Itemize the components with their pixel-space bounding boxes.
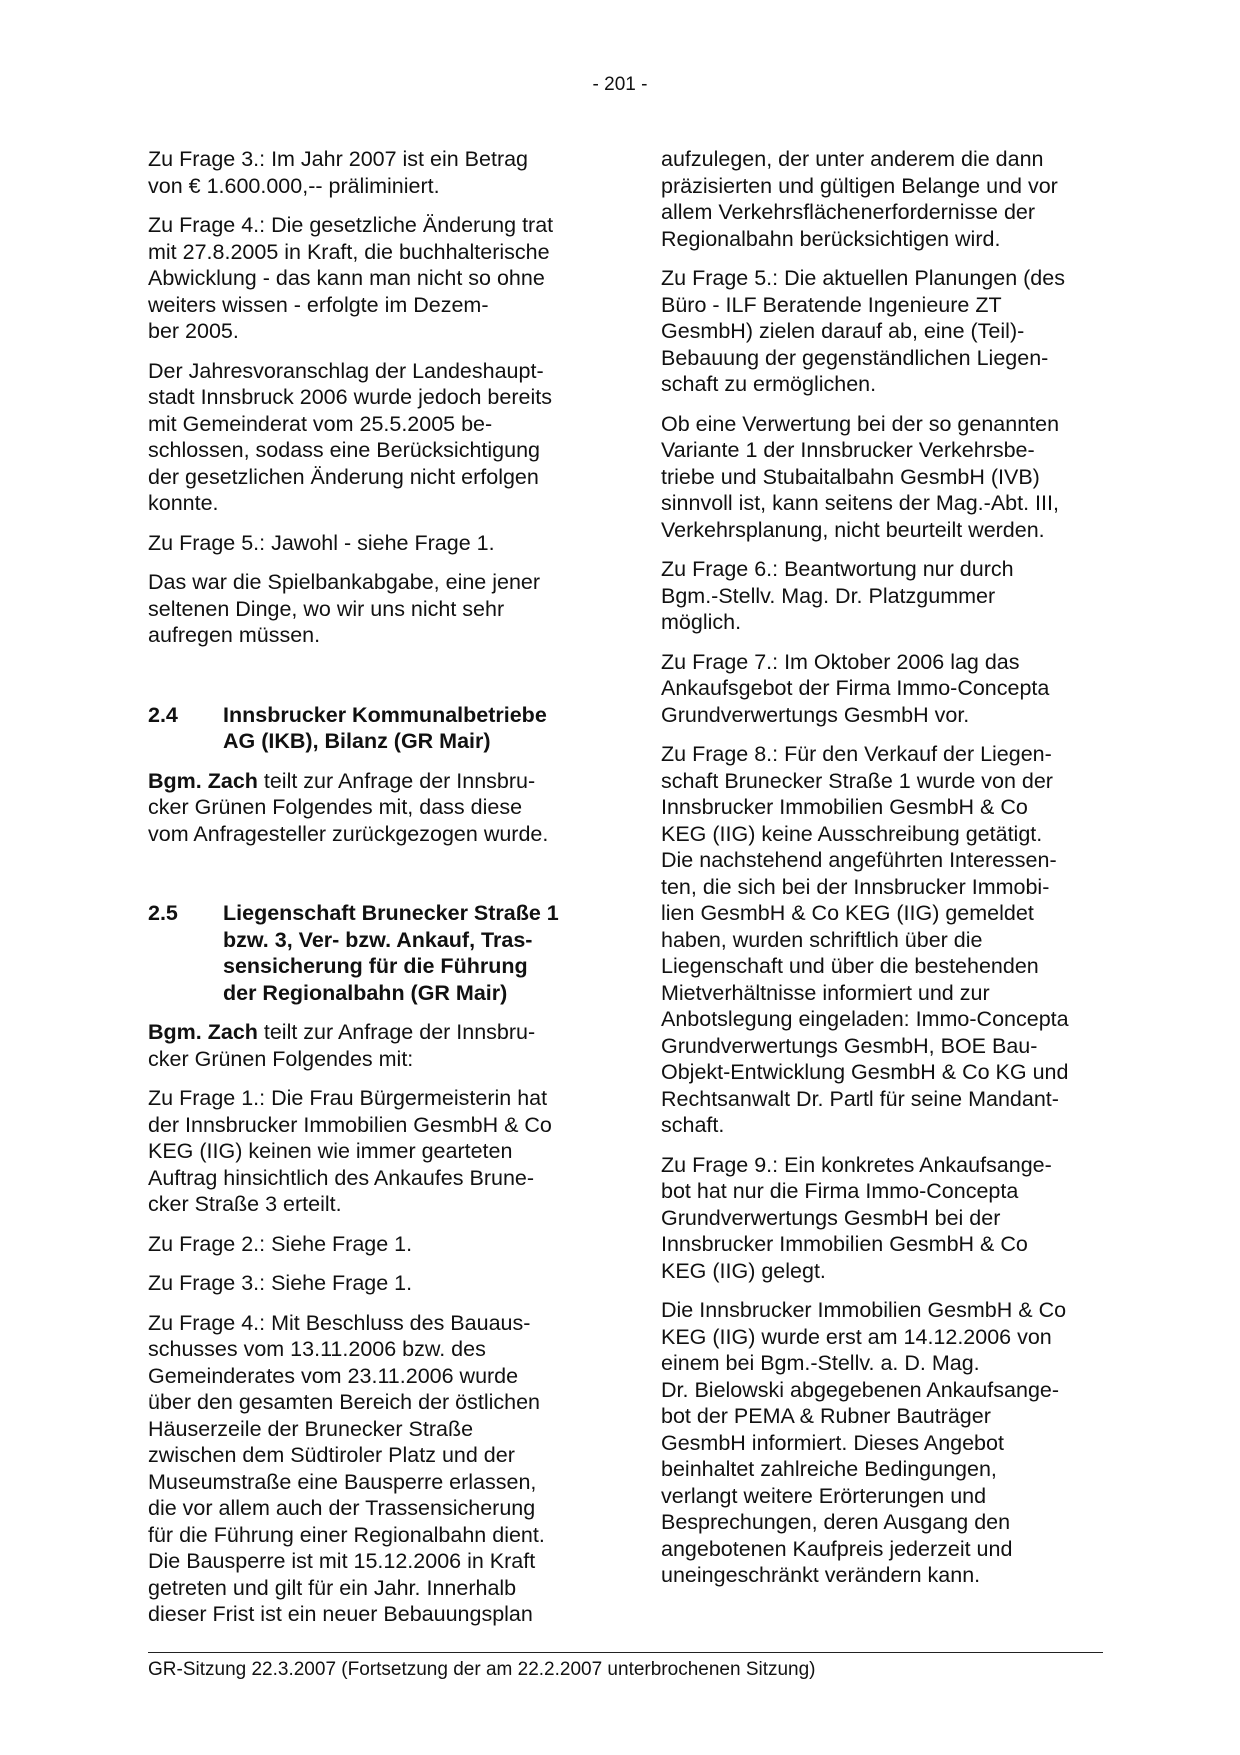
section-heading-2-5 (148, 900, 588, 1006)
paragraph-text: teilt zur Anfrage der Innsbru- cker Grünen Folgendes mit, dass diese vom Anfragesteller zurückgezogen wurde. (148, 768, 549, 846)
paragraph: Die Innsbrucker Immobilien GesmbH & Co KEG (IIG) wurde erst am 14.12.2006 von einem bei Bgm.-Stellv. a. D. Mag. Dr. Bielowski abgegebenen Ankaufsange- bot der PEMA & Rubner Bauträger GesmbH informiert. Dieses Angebot beinhaltet zahlreiche Bedingungen, verlangt weitere Erörterungen und Besprechungen, deren Ausgang den angebotenen Kaufpreis jederzeit und uneingeschränkt verändern kann. (661, 1298, 1067, 1587)
paragraph: Zu Frage 9.: Ein konkretes Ankaufsange- bot hat nur die Firma Immo-Concepta Grundverwertungs GesmbH bei der Innsbrucker Immobilien GesmbH & Co KEG (IIG) gelegt. (661, 1152, 1052, 1283)
left-column (148, 146, 588, 1641)
paragraph (148, 1019, 588, 1072)
paragraph: Zu Frage 4.: Die gesetzliche Änderung trat mit 27.8.2005 in Kraft, die buchhalterische Abwicklung - das kann man nicht so ohne weiters wissen - erfolgte im Dezem- ber 2005. (148, 213, 554, 343)
right-column (661, 146, 1101, 1602)
section-title: Liegenschaft Brunecker Straße 1 bzw. 3, Ver- bzw. Ankauf, Tras- sensicherung für die Führung der Regionalbahn (GR Mair) (223, 901, 559, 1005)
paragraph: Zu Frage 5.: Jawohl - siehe Frage 1. (148, 530, 495, 555)
paragraph: Zu Frage 6.: Beantwortung nur durch Bgm.-Stellv. Mag. Dr. Platzgummer möglich. (661, 557, 1014, 634)
paragraph: Zu Frage 1.: Die Frau Bürgermeisterin hat der Innsbrucker Immobilien GesmbH & Co KEG (IIG) keinen wie immer gearteten Auftrag hinsichtlich des Ankaufes Brune- cker Straße 3 erteilt. (148, 1086, 552, 1216)
section-heading-2-4 (148, 702, 588, 755)
paragraph: Zu Frage 3.: Siehe Frage 1. (148, 1271, 413, 1295)
footer-divider (148, 1652, 1103, 1653)
paragraph-text: teilt zur Anfrage der Innsbru- cker Grünen Folgendes mit: (148, 1020, 536, 1071)
paragraph: Zu Frage 3.: Im Jahr 2007 ist ein Betrag von € 1.600.000,-- präliminiert. (148, 147, 529, 198)
page-footer: GR-Sitzung 22.3.2007 (Fortsetzung der am 22.2.2007 unterbrochenen Sitzung) (148, 1659, 816, 1680)
paragraph: Zu Frage 5.: Die aktuellen Planungen (des Büro - ILF Beratende Ingenieure ZT GesmbH) zielen darauf ab, eine (Teil)- Bebauung der gegenständlichen Liegen- schaft zu ermöglichen. (661, 266, 1065, 396)
section-number: 2.5 (148, 901, 178, 925)
paragraph: aufzulegen, der unter anderem die dann präzisierten und gültigen Belange und vor allem Verkehrsflächenerfordernisse der Regionalbahn berücksichtigen wird. (661, 147, 1058, 251)
speaker-name: Bgm. Zach (148, 1020, 258, 1044)
section-title: Innsbrucker Kommunalbetriebe AG (IKB), Bilanz (GR Mair) (223, 702, 547, 753)
paragraph: Das war die Spielbankabgabe, eine jener seltenen Dinge, wo wir uns nicht sehr aufregen müssen. (148, 570, 541, 647)
paragraph: Zu Frage 7.: Im Oktober 2006 lag das Ankaufsgebot der Firma Immo-Concepta Grundverwertungs GesmbH vor. (661, 649, 1050, 727)
paragraph: Zu Frage 8.: Für den Verkauf der Liegen- schaft Brunecker Straße 1 wurde von der Innsbrucker Immobilien GesmbH & Co KEG (IIG) keine Ausschreibung getätigt. Die nachstehend angeführten Interessen- ten, die sich bei der Innsbrucker Immobi- lien GesmbH & Co KEG (IIG) gemeldet haben, wurden schriftlich über die Liegenschaft und über die bestehenden Mietverhältnisse informiert und zur Anbotslegung eingeladen: Immo-Concepta Grundverwertungs GesmbH, BOE Bau- Objekt-Entwicklung GesmbH & Co KG und Rechtsanwalt Dr. Partl für seine Mandant- schaft. (661, 742, 1069, 1137)
paragraph (148, 768, 588, 848)
page-number: - 201 - (592, 74, 648, 95)
paragraph: Ob eine Verwertung bei der so genannten Variante 1 der Innsbrucker Verkehrsbe- triebe und Stubaitalbahn GesmbH (IVB) sinnvoll ist, kann seitens der Mag.-Abt. III, Verkehrsplanung, nicht beurteilt werden. (661, 411, 1060, 542)
section-number: 2.4 (148, 702, 178, 727)
paragraph: Der Jahresvoranschlag der Landeshaupt- stadt Innsbruck 2006 wurde jedoch bereits mit Gemeinderat vom 25.5.2005 be- schlossen, sodass eine Berücksichtigung der gesetzlichen Änderung nicht erfolgen konnte. (148, 358, 552, 515)
paragraph: Zu Frage 2.: Siehe Frage 1. (148, 1231, 413, 1256)
paragraph: Zu Frage 4.: Mit Beschluss des Bauaus- schusses vom 13.11.2006 bzw. des Gemeinderates vom 23.11.2006 wurde über den gesamten Bereich der östlichen Häuserzeile der Brunecker Straße zwischen dem Südtiroler Platz und der Museumstraße eine Bausperre erlassen, die vor allem auch der Trassensicherung für die Führung einer Regionalbahn dient. Die Bausperre ist mit 15.12.2006 in Kraft getreten und gilt für ein Jahr. Innerhalb dieser Frist ist ein neuer Bebauungsplan (148, 1310, 545, 1626)
speaker-name: Bgm. Zach (148, 768, 258, 793)
